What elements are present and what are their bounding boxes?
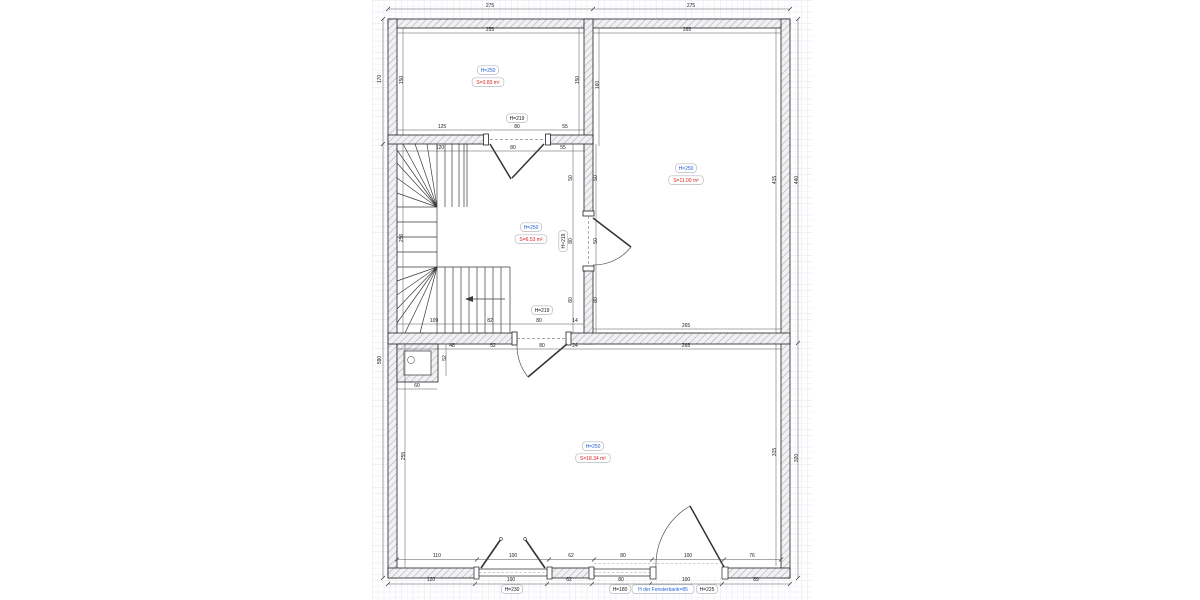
dimension-label <box>794 454 800 463</box>
svg-text:24: 24 <box>572 343 578 349</box>
dimension-label <box>486 3 495 9</box>
door-height-label[interactable] <box>507 114 528 123</box>
wall-a-seg1[interactable] <box>388 135 488 144</box>
svg-text:H=250: H=250 <box>678 166 694 172</box>
svg-text:265: 265 <box>681 323 691 329</box>
svg-text:80: 80 <box>514 124 520 130</box>
dimension-label <box>593 238 599 244</box>
door-height-label[interactable] <box>559 231 568 252</box>
dimension-label <box>683 27 692 33</box>
svg-text:170: 170 <box>377 74 383 84</box>
room-area-label-bottom-room[interactable] <box>576 454 611 463</box>
dimension-label <box>593 297 599 303</box>
dimension-label <box>509 553 518 559</box>
dimension-label <box>414 383 420 389</box>
wall-divider-upper[interactable] <box>584 19 593 215</box>
svg-text:256: 256 <box>399 233 405 243</box>
svg-text:H der Fensterbank=85: H der Fensterbank=85 <box>638 587 688 593</box>
dimension-label <box>438 124 447 130</box>
svg-text:S=18.34 m²: S=18.34 m² <box>580 456 606 462</box>
dimension-label <box>539 343 545 349</box>
svg-text:80: 80 <box>620 553 626 559</box>
svg-text:52: 52 <box>442 355 448 361</box>
svg-text:125: 125 <box>437 124 447 130</box>
svg-text:255: 255 <box>401 451 407 461</box>
svg-text:109: 109 <box>429 318 439 324</box>
window-height-label[interactable] <box>502 585 523 594</box>
svg-text:275: 275 <box>485 3 495 9</box>
svg-text:100: 100 <box>506 577 516 583</box>
svg-text:440: 440 <box>794 175 800 185</box>
dimension-label <box>510 145 516 151</box>
window-height-label[interactable] <box>610 585 631 594</box>
room-area-label-top-left-room[interactable] <box>472 78 504 87</box>
svg-text:S=11.00 m²: S=11.00 m² <box>673 178 699 184</box>
wall-right[interactable] <box>781 19 790 578</box>
dimension-label <box>682 323 691 329</box>
dimension-label <box>749 553 755 559</box>
room-height-label-top-right-room[interactable] <box>676 164 697 173</box>
dimension-label <box>618 577 624 583</box>
wall-a-seg2[interactable] <box>546 135 593 144</box>
dimension-label <box>794 176 800 185</box>
dimension-label <box>575 76 581 85</box>
svg-text:H=250: H=250 <box>523 225 539 231</box>
svg-text:82: 82 <box>487 318 493 324</box>
svg-text:415: 415 <box>772 175 778 185</box>
svg-text:H=230: H=230 <box>504 587 520 593</box>
dimension-label <box>568 175 574 181</box>
svg-text:H=250: H=250 <box>480 68 496 74</box>
dimension-label <box>442 355 448 361</box>
svg-text:H=180: H=180 <box>612 587 628 593</box>
dimension-label <box>487 318 493 324</box>
svg-text:H=219: H=219 <box>561 233 567 249</box>
dimension-label <box>490 343 496 349</box>
svg-text:110: 110 <box>433 553 441 559</box>
window-height-label[interactable] <box>697 585 718 594</box>
svg-text:50: 50 <box>568 175 574 181</box>
dimension-label <box>486 27 495 33</box>
room-height-label-bottom-room[interactable] <box>583 442 604 451</box>
svg-text:100: 100 <box>508 553 518 559</box>
dimension-label <box>566 577 572 583</box>
dimension-label <box>436 145 445 151</box>
svg-text:80: 80 <box>568 238 574 244</box>
svg-text:160: 160 <box>595 80 601 90</box>
svg-text:100: 100 <box>681 577 691 583</box>
svg-text:50: 50 <box>593 175 599 181</box>
dimension-label <box>568 297 574 303</box>
room-area-label-hall[interactable] <box>515 235 547 244</box>
dimension-label <box>514 124 520 130</box>
svg-text:60: 60 <box>414 383 420 389</box>
svg-text:315: 315 <box>772 447 778 457</box>
door-height-label[interactable] <box>532 306 553 315</box>
dimension-label <box>572 318 578 324</box>
dimension-label <box>377 75 383 84</box>
wall-left[interactable] <box>388 19 397 578</box>
wall-b-seg2[interactable] <box>567 333 790 344</box>
dimension-label <box>568 238 574 244</box>
svg-text:120: 120 <box>435 145 445 151</box>
svg-text:14: 14 <box>572 318 578 324</box>
svg-text:H=219: H=219 <box>534 308 550 314</box>
svg-text:62: 62 <box>566 577 572 583</box>
dimension-label <box>568 553 574 559</box>
svg-text:76: 76 <box>749 553 755 559</box>
svg-text:50: 50 <box>593 238 599 244</box>
dimension-label <box>430 318 439 324</box>
dimension-label <box>427 577 436 583</box>
dimension-label <box>449 343 455 349</box>
svg-text:80: 80 <box>568 297 574 303</box>
dimension-label <box>593 175 599 181</box>
svg-text:62: 62 <box>568 553 574 559</box>
svg-text:H=219: H=219 <box>509 116 525 122</box>
dimension-label <box>399 76 405 85</box>
svg-text:320: 320 <box>794 453 800 463</box>
svg-text:80: 80 <box>510 145 516 151</box>
room-height-label-top-left-room[interactable] <box>478 66 499 75</box>
room-height-label-hall[interactable] <box>521 223 542 232</box>
dimension-label <box>753 577 759 583</box>
svg-text:S=6.53 m²: S=6.53 m² <box>519 237 543 243</box>
dimension-label <box>572 343 578 349</box>
svg-text:150: 150 <box>575 75 581 85</box>
dimension-label <box>682 343 691 349</box>
dimension-label <box>620 553 626 559</box>
dimension-label <box>401 452 407 461</box>
svg-text:275: 275 <box>686 3 696 9</box>
dimension-label <box>684 553 693 559</box>
dimension-label <box>399 234 405 243</box>
door-jamb-post <box>722 567 728 579</box>
dimension-label <box>562 124 568 130</box>
svg-text:590: 590 <box>377 355 383 365</box>
dimension-label <box>772 448 778 457</box>
svg-text:265: 265 <box>681 343 691 349</box>
dimension-label <box>560 145 566 151</box>
svg-text:H=250: H=250 <box>585 444 601 450</box>
svg-text:55: 55 <box>562 124 568 130</box>
svg-text:100: 100 <box>683 553 693 559</box>
svg-text:89: 89 <box>753 577 759 583</box>
svg-text:80: 80 <box>593 297 599 303</box>
svg-text:H=225: H=225 <box>699 587 715 593</box>
dimension-label <box>536 318 542 324</box>
dimension-label <box>595 81 601 90</box>
svg-text:150: 150 <box>399 75 405 85</box>
svg-text:S=3.83 m²: S=3.83 m² <box>476 80 500 86</box>
dimension-label <box>507 577 516 583</box>
svg-text:48: 48 <box>449 343 455 349</box>
dimension-label <box>687 3 696 9</box>
svg-text:265: 265 <box>682 27 692 33</box>
dimension-label <box>682 577 691 583</box>
svg-text:80: 80 <box>618 577 624 583</box>
dimension-label <box>772 176 778 185</box>
room-area-label-top-right-room[interactable] <box>669 176 704 185</box>
window-height-label[interactable] <box>632 585 694 594</box>
svg-text:80: 80 <box>536 318 542 324</box>
dimension-label <box>433 553 441 559</box>
dimension-label <box>377 356 383 365</box>
svg-text:80: 80 <box>539 343 545 349</box>
svg-text:120: 120 <box>426 577 436 583</box>
svg-text:255: 255 <box>485 27 495 33</box>
svg-text:52: 52 <box>490 343 496 349</box>
shaft[interactable] <box>397 344 438 382</box>
svg-text:55: 55 <box>560 145 566 151</box>
